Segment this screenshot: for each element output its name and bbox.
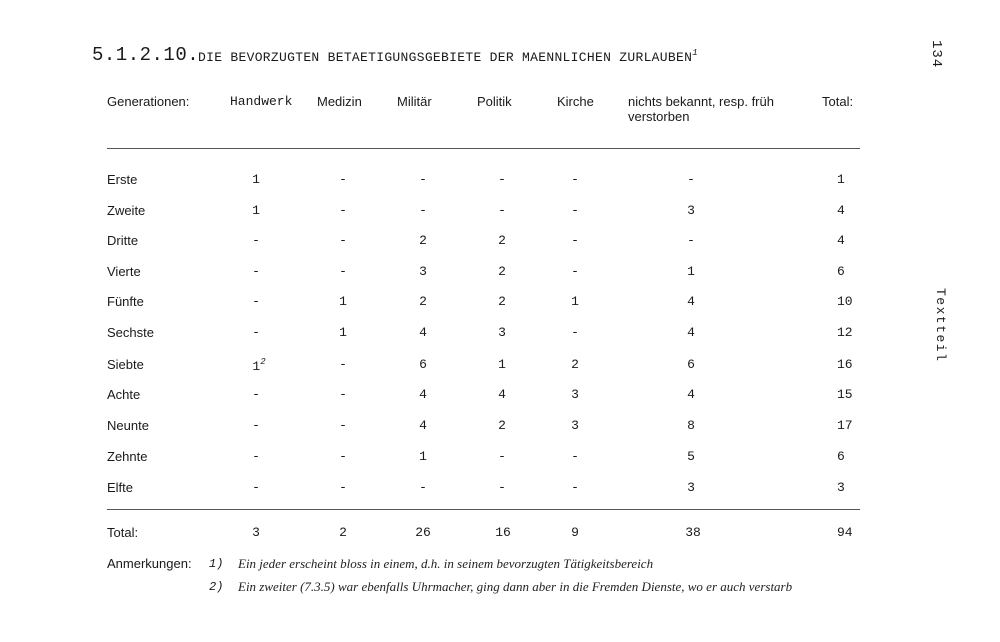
table-cell: 5 [687, 449, 695, 464]
table-cell: - [571, 172, 579, 187]
table-cell: 3 [571, 418, 579, 433]
table-cell: - [339, 357, 347, 372]
header-kirche: Kirche [557, 94, 594, 109]
table-row-label: Sechste [107, 325, 154, 340]
header-generation: Generationen: [107, 94, 190, 109]
table-cell: 2 [498, 233, 506, 248]
table-cell-total: 3 [837, 480, 845, 495]
table-cell: 2 [498, 418, 506, 433]
table-cell-total: 15 [837, 387, 853, 402]
table-cell: - [571, 264, 579, 279]
header-divider [107, 148, 860, 149]
totals-cell: 2 [339, 525, 347, 540]
table-cell: - [252, 387, 260, 402]
table-row-label: Achte [107, 387, 141, 402]
table-cell: 2 [498, 294, 506, 309]
table-cell: - [498, 172, 506, 187]
header-unbekannt: nichts bekannt, resp. früh verstorben [628, 94, 774, 124]
table-cell: 6 [419, 357, 427, 372]
table-cell: 3 [419, 264, 427, 279]
table-cell-total: 4 [837, 203, 845, 218]
table-cell: 2 [498, 264, 506, 279]
table-cell: 1 [419, 449, 427, 464]
table-cell: - [339, 387, 347, 402]
table-cell: 1 [687, 264, 695, 279]
title-footnote-marker: 1 [692, 48, 698, 58]
table-cell: - [339, 233, 347, 248]
table-cell: 1 [571, 294, 579, 309]
table-cell-total: 1 [837, 172, 845, 187]
table-cell: 6 [687, 357, 695, 372]
table-cell-total: 4 [837, 233, 845, 248]
table-cell: 4 [687, 294, 695, 309]
table-cell: - [252, 294, 260, 309]
table-cell: - [252, 325, 260, 340]
page-number: 134 [928, 40, 944, 69]
table-cell: 1 [339, 325, 347, 340]
table-row-label: Zehnte [107, 449, 148, 464]
table-cell [239, 357, 279, 374]
table-cell: 1 [498, 357, 506, 372]
table-cell: 4 [687, 387, 695, 402]
table-cell: - [687, 172, 695, 187]
page-title-text: DIE BEVORZUGTEN BETAETIGUNGSGEBIETE DER MAENNLICHEN ZURLAUBEN [198, 50, 693, 65]
table-cell: - [252, 233, 260, 248]
table-cell: 4 [419, 418, 427, 433]
table-cell-total: 12 [837, 325, 853, 340]
table-cell: 1 [252, 203, 260, 218]
table-cell: - [571, 449, 579, 464]
header-militaer: Militär [397, 94, 432, 109]
table-cell: - [339, 264, 347, 279]
table-cell: 3 [687, 480, 695, 495]
totals-cell: 16 [495, 525, 511, 540]
table-cell: 2 [419, 294, 427, 309]
table-cell: 2 [419, 233, 427, 248]
header-medizin: Medizin [317, 94, 362, 109]
table-cell-total: 16 [837, 357, 853, 372]
table-cell: - [339, 203, 347, 218]
table-cell: - [498, 480, 506, 495]
table-cell: 3 [498, 325, 506, 340]
note-text: Ein jeder erscheint bloss in einem, d.h. in seinem bevorzugten Tätigkeitsbereich [238, 556, 654, 571]
note-number: 2) [209, 580, 224, 594]
totals-divider [107, 509, 860, 510]
table-row-label: Dritte [107, 233, 139, 248]
table-cell: 8 [687, 418, 695, 433]
table-cell: - [571, 480, 579, 495]
table-cell: 4 [687, 325, 695, 340]
table-cell: - [571, 203, 579, 218]
totals-cell: 38 [685, 525, 701, 540]
note-text: Ein zweiter (7.3.5) war ebenfalls Uhrmacher, ging dann aber in die Fremden Dienste, wo er auch verstarb [238, 579, 793, 594]
table-row-label: Elfte [107, 480, 134, 495]
table-cell: 2 [571, 357, 579, 372]
header-handwerk: Handwerk [230, 94, 293, 109]
table-cell: 4 [498, 387, 506, 402]
table-cell: - [571, 233, 579, 248]
table-cell: 4 [419, 387, 427, 402]
side-label: Textteil [933, 288, 948, 363]
cell-footnote-marker: 2 [260, 357, 266, 367]
table-row-label: Erste [107, 172, 138, 187]
table-cell: - [687, 233, 695, 248]
table-row-label: Neunte [107, 418, 149, 433]
totals-cell: 9 [571, 525, 579, 540]
table-cell-total: 6 [837, 449, 845, 464]
totals-label: Total: [107, 525, 139, 540]
notes-label: Anmerkungen: [107, 556, 192, 571]
table-cell-total: 10 [837, 294, 853, 309]
table-cell: - [252, 264, 260, 279]
section-number: 5.1.2.10. [92, 44, 200, 66]
table-cell: - [419, 203, 427, 218]
table-cell: - [252, 449, 260, 464]
table-cell: 3 [571, 387, 579, 402]
table-row-label: Vierte [107, 264, 141, 279]
table-cell: - [252, 480, 260, 495]
table-cell: - [339, 449, 347, 464]
table-cell: 1 [339, 294, 347, 309]
table-cell: - [571, 325, 579, 340]
table-cell: - [498, 449, 506, 464]
note-number: 1) [209, 557, 224, 571]
table-row-label: Zweite [107, 203, 146, 218]
table-cell: 1 [252, 172, 260, 187]
table-cell-value: 1 [252, 359, 261, 374]
totals-cell: 3 [252, 525, 260, 540]
totals-cell-grand: 94 [837, 525, 853, 540]
table-cell: - [339, 418, 347, 433]
table-cell: - [252, 418, 260, 433]
table-cell: - [339, 480, 347, 495]
page-title [198, 48, 698, 65]
table-cell-total: 6 [837, 264, 845, 279]
table-cell: - [498, 203, 506, 218]
table-cell: - [419, 480, 427, 495]
table-row-label: Siebte [107, 357, 144, 372]
table-cell: 4 [419, 325, 427, 340]
header-total: Total: [822, 94, 854, 109]
table-cell: - [419, 172, 427, 187]
totals-cell: 26 [415, 525, 431, 540]
table-cell: 3 [687, 203, 695, 218]
table-row-label: Fünfte [107, 294, 144, 309]
table-cell: - [339, 172, 347, 187]
table-cell-total: 17 [837, 418, 853, 433]
header-politik: Politik [477, 94, 512, 109]
